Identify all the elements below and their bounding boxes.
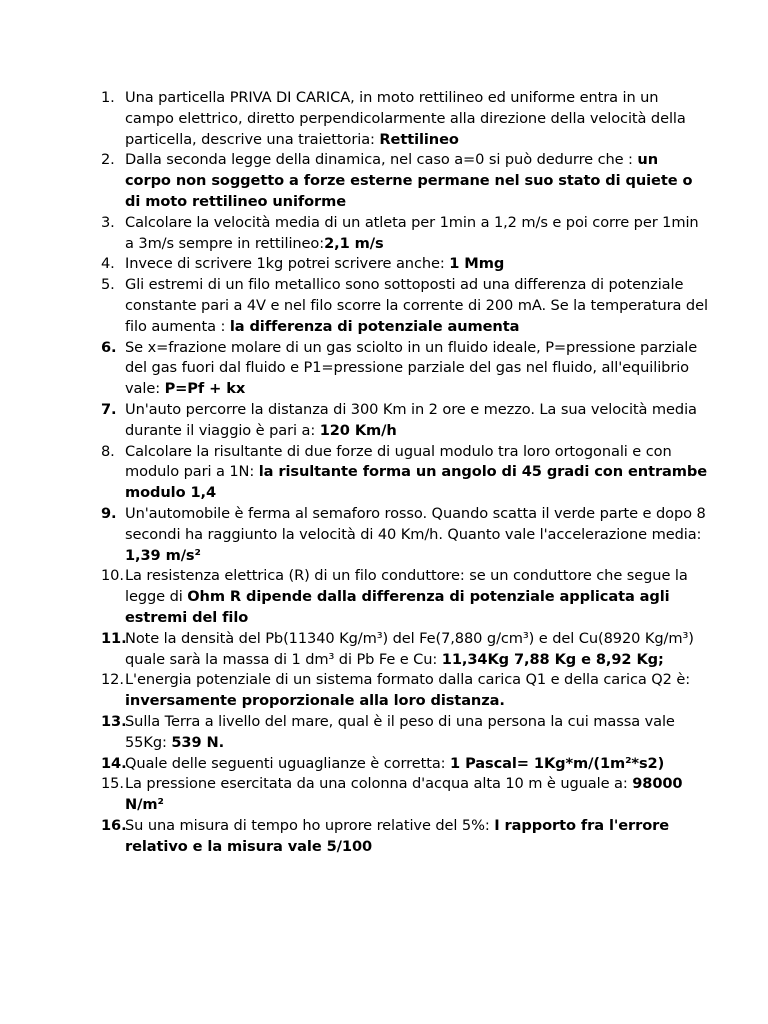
answer-text: 2,1 m/s [324, 234, 384, 252]
question-item [0, 670, 768, 712]
question-item [0, 754, 768, 775]
question-text: Se x=frazione molare di un gas sciolto in un fluido ideale, P=pressione parziale del gas fuori dal fluido e P1=pressione parziale del gas nel fluido, all'equilibrio vale: [125, 338, 698, 398]
question-item [0, 442, 768, 504]
question-text: Dalla seconda legge della dinamica, nel caso a=0 si può dedurre che : [125, 151, 638, 169]
question-item [0, 816, 768, 858]
answer-text: Rettilineo [379, 130, 459, 148]
question-text: Su una misura di tempo ho uprore relative del 5%: [125, 816, 495, 834]
question-text: L'energia potenziale di un sistema formato dalla carica Q1 e della carica Q2 è: [125, 671, 691, 689]
question-number: 11. [101, 629, 127, 647]
question-number: 8. [101, 442, 115, 460]
answer-text: 1 Pascal= 1Kg*m/(1m²*s2) [450, 754, 665, 772]
question-text: Quale delle seguenti uguaglianze è corretta: [125, 754, 451, 772]
answer-text: 539 N. [171, 733, 225, 751]
question-number: 10. [101, 567, 124, 585]
question-text: Calcolare la risultante di due forze di ugual modulo tra loro ortogonali e con modulo pari a 1N: [125, 442, 672, 481]
question-text: Un'auto percorre la distanza di 300 Km in 2 ore e mezzo. La sua velocità media durante il viaggio è pari a: [125, 400, 697, 439]
answer-text: 11,34Kg 7,88 Kg e 8,92 Kg; [441, 650, 664, 668]
answer-text: P=Pf + kx [164, 380, 246, 398]
question-number: 2. [101, 151, 115, 169]
answer-text: I rapporto fra l'errore relativo e la misura vale 5/100 [125, 816, 670, 855]
answer-text: la risultante forma un angolo di 45 gradi con entrambe modulo 1,4 [125, 463, 708, 502]
question-text: Una particella PRIVA DI CARICA, in moto rettilineo ed uniforme entra in un campo elettrico, diretto perpendicolarmente alla direzione della velocità della particella, descrive una traiettoria: [125, 89, 686, 148]
question-number: 7. [101, 400, 117, 418]
question-number: 5. [101, 276, 115, 294]
answer-text: la differenza di potenziale aumenta [229, 317, 520, 335]
question-item [0, 338, 768, 400]
answer-text: un corpo non soggetto a forze esterne permane nel suo stato di quiete o di moto rettilineo uniforme [125, 151, 693, 210]
question-number: 13. [101, 712, 127, 730]
question-item [0, 275, 768, 337]
question-item [0, 566, 768, 628]
question-item [0, 88, 768, 150]
question-text: Sulla Terra a livello del mare, qual è il peso di una persona la cui massa vale 55Kg: [125, 712, 675, 751]
question-text: La resistenza elettrica (R) di un filo conduttore: se un conduttore che segue la legge di [125, 567, 688, 606]
answer-text: 1 Mmg [449, 255, 505, 273]
answer-text: inversamente proporzionale alla loro distanza. [125, 692, 505, 710]
question-item [0, 629, 768, 671]
question-item [0, 150, 768, 212]
question-item [0, 213, 768, 255]
answer-text: 120 Km/h [319, 421, 397, 439]
answer-text: Ohm R dipende dalla differenza di potenziale applicata agli estremi del filo [125, 588, 670, 626]
question-number: 12. [101, 671, 124, 689]
question-number: 16. [101, 816, 127, 834]
question-number: 6. [101, 338, 117, 356]
question-number: 3. [101, 213, 115, 231]
question-number: 14. [101, 754, 127, 772]
question-text: Note la densità del Pb(11340 Kg/m³) del Fe(7,880 g/cm³) e del Cu(8920 Kg/m³) quale sarà la massa di 1 dm³ di Pb Fe e Cu: [125, 629, 694, 668]
question-number: 15. [101, 775, 124, 793]
question-list [0, 88, 768, 857]
question-item [0, 254, 768, 275]
answer-text: 98000 N/m² [125, 775, 683, 814]
question-item [0, 400, 768, 442]
question-text: Calcolare la velocità media di un atleta per 1min a 1,2 m/s e poi corre per 1min a 3m/s sempre in rettilineo: [125, 213, 699, 252]
question-item [0, 774, 768, 816]
question-text: Invece di scrivere 1kg potrei scrivere anche: [125, 255, 450, 273]
question-text: Un'automobile è ferma al semaforo rosso. Quando scatta il verde parte e dopo 8 secondi ha raggiunto la velocità di 40 Km/h. Quanto vale l'accelerazione media: [125, 504, 706, 543]
question-item [0, 712, 768, 754]
answer-text: 1,39 m/s² [125, 546, 201, 564]
question-number: 9. [101, 504, 117, 522]
question-number: 4. [101, 255, 115, 273]
question-item [0, 504, 768, 566]
question-text: Gli estremi di un filo metallico sono sottoposti ad una differenza di potenziale constante pari a 4V e nel filo scorre la corrente di 200 mA. Se la temperatura del filo aumenta : [125, 276, 708, 335]
question-number: 1. [101, 89, 115, 106]
question-text: La pressione esercitata da una colonna d'acqua alta 10 m è uguale a: [125, 775, 633, 793]
